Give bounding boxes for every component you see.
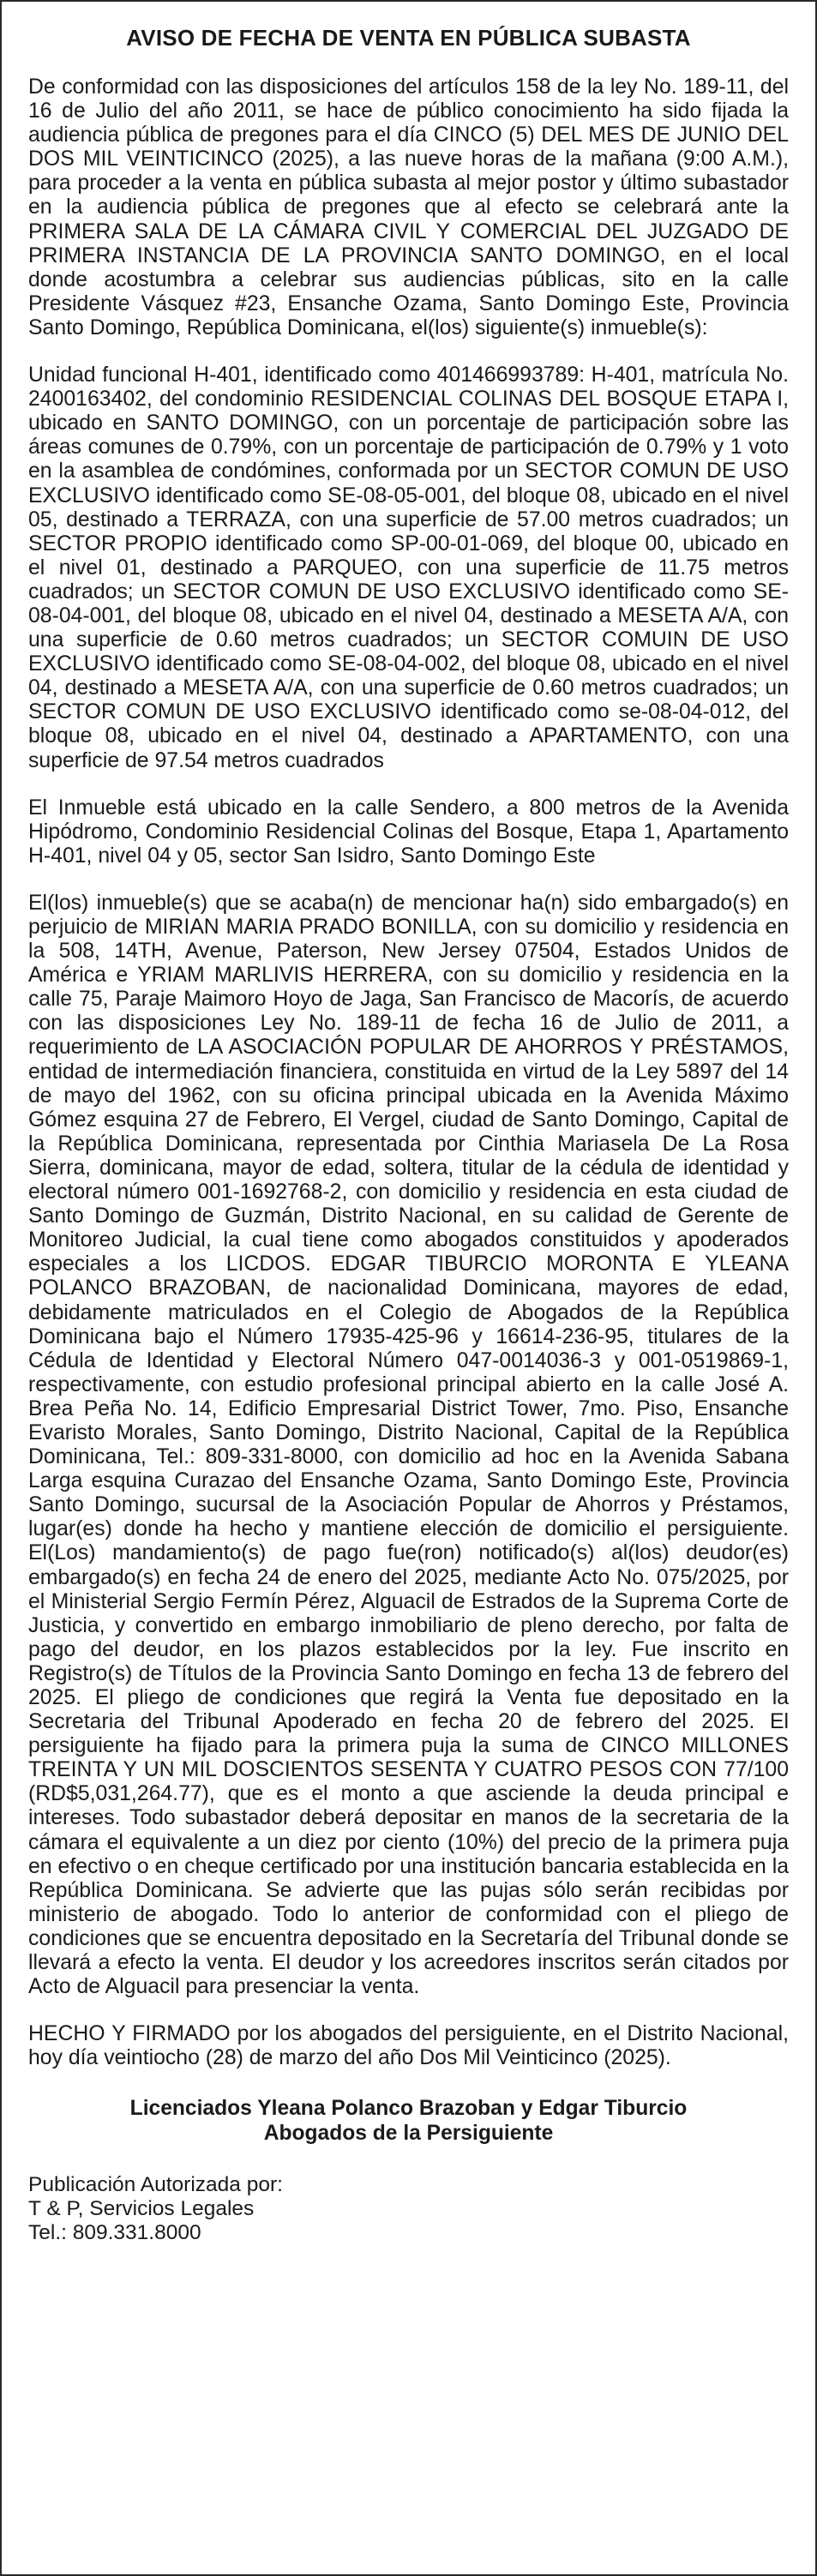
publisher-phone: Tel.: 809.331.8000 (28, 2221, 201, 2245)
notice-title: AVISO DE FECHA DE VENTA EN PÚBLICA SUBASTA (126, 25, 691, 51)
publisher-authorization: Publicación Autorizada por: (28, 2173, 283, 2197)
paragraph-property-location: El Inmueble está ubicado en la calle Sendero, a 800 metros de la Avenida Hipódromo, Condominio Residencial Colinas del Bosque, Etapa 1, Apartamento H-401, nivel 04 y 05, sector San Isidro, Santo Domingo Este (28, 796, 789, 868)
attorney-role: Abogados de la Persiguiente (263, 2122, 554, 2146)
attorney-names: Licenciados Yleana Polanco Brazoban y Edgar Tiburcio (129, 2097, 688, 2121)
paragraph-seizure-details: El(los) inmueble(s) que se acaba(n) de mencionar ha(n) sido embargado(s) en perjuicio de MIRIAN MARIA PRADO BONILLA, con su domicilio y residencia en la 508, 14TH, Avenue, Paterson, New Jersey 07504, Estados Unidos de América e YRIAM MARLIVIS HERRERA, con su domicilio y residencia en la calle 75, Paraje Maimoro Hoyo de Jaga, San Francisco de Macorís, de acuerdo con las disposiciones Ley No. 189-11 de fecha 16 de Julio de 2011, a requerimiento de LA ASOCIACIÓN POPULAR DE AHORROS Y PRÉSTAMOS, entidad de intermediación financiera, constituida en virtud de la Ley 5897 del 14 de mayo del 1962, con su oficina principal ubicada en la Avenida Máximo Gómez esquina 27 de Febrero, El Vergel, ciudad de Santo Domingo, Capital de la República Dominicana, representada por Cinthia Mariasela De La Rosa Sierra, dominicana, mayor de edad, soltera, titular de la cédula de identidad y electoral número 001-1692768-2, con domicilio y residencia en esta ciudad de Santo Domingo de Guzmán, Distrito Nacional, en su calidad de Gerente de Monitoreo Judicial, la cual tiene como abogados constituidos y apoderados especiales a los LICDOS. EDGAR TIBURCIO MORONTA E YLEANA POLANCO BRAZOBAN, de nacionalidad Dominicana, mayores de edad, debidamente matriculados en el Colegio de Abogados de la República Dominicana bajo el Número 17935-425-96 y 16614-236-95, titulares de la Cédula de Identidad y Electoral Número 047-0014036-3 y 001-0519869-1, respectivamente, con estudio profesional principal abierto en la calle José A. Brea Peña No. 14, Edificio Empresarial District Tower, 7mo. Piso, Ensanche Evaristo Morales, Santo Domingo, Distrito Nacional, Capital de la República Dominicana, Tel.: 809-331-8000, con domicilio ad hoc en la Avenida Sabana Larga esquina Curazao del Ensanche Ozama, Santo Domingo Este, Provincia Santo Domingo, sucursal de la Asociación Popular de Ahorros y Préstamos, lugar(es) donde ha hecho y mantiene elección de domicilio el persiguiente. El(Los) mandamiento(s) de pago fue(ron) notificado(s) al(los) deudor(es) embargado(s) en fecha 24 de enero del 2025, mediante Acto No. 075/2025, por el Ministerial Sergio Fermín Pérez, Alguacil de Estrados de la Suprema Corte de Justicia, y convertido en embargo inmobiliario de pleno derecho, por falta de pago del deudor, en los plazos establecidos por la ley. Fue inscrito en Registro(s) de Títulos de la Provincia Santo Domingo en fecha 13 de febrero del 2025. El pliego de condiciones que regirá la Venta fue depositado en la Secretaria del Tribunal Apoderado en fecha 20 de febrero del 2025. El persiguiente ha fijado para la primera puja la suma de CINCO MILLONES TREINTA Y UN MIL DOSCIENTOS SESENTA Y CUATRO PESOS CON 77/100 (RD$5,031,264.77), que es el monto a que asciende la deuda principal e intereses. Todo subastador deberá depositar en manos de la secretaria de la cámara el equivalente a un diez por ciento (10%) del precio de la primera puja en efectivo o en cheque certificado por una institución bancaria establecida en la República Dominicana. Se advierte que las pujas sólo serán recibidas por ministerio de abogado. Todo lo anterior de conformidad con el pliego de condiciones que se encuentra depositado en la Secretaría del Tribunal donde se llevará a efecto la venta. El deudor y los acreedores inscritos serán citados por Acto de Alguacil para presenciar la venta. (28, 891, 789, 1999)
attorney-signature-block (28, 2096, 789, 2146)
publisher-name: T & P, Servicios Legales (28, 2197, 255, 2221)
paragraph-auction-announcement: De conformidad con las disposiciones del artículos 158 de la ley No. 189-11, del 16 de Julio del año 2011, se hace de público conocimiento ha sido fijada la audiencia pública de pregones para el día CINCO (5) DEL MES DE JUNIO DEL DOS MIL VEINTICINCO (2025), a las nueve horas de la mañana (9:00 A.M.), para proceder a la venta en pública subasta al mejor postor y último subastador en la audiencia pública de pregones que al efecto se celebrará ante la PRIMERA SALA DE LA CÁMARA CIVIL Y COMERCIAL DEL JUZGADO DE PRIMERA INSTANCIA DE LA PROVINCIA SANTO DOMINGO, en el local donde acostumbra a celebrar sus audiencias públicas, sito en la calle Presidente Vásquez #23, Ensanche Ozama, Santo Domingo Este, Provincia Santo Domingo, República Dominicana, el(los) siguiente(s) inmueble(s): (28, 75, 789, 339)
publisher-block (28, 2173, 789, 2245)
paragraph-signing-statement: HECHO Y FIRMADO por los abogados del persiguiente, en el Distrito Nacional, hoy día veintiocho (28) de marzo del año Dos Mil Veinticinco (2025). (28, 2022, 789, 2070)
paragraph-property-description: Unidad funcional H-401, identificado como 401466993789: H-401, matrícula No. 2400163402, del condominio RESIDENCIAL COLINAS DEL BOSQUE ETAPA I, ubicado en SANTO DOMINGO, con un porcentaje de participación sobre las áreas comunes de 0.79%, con un porcentaje de participación de 0.79% y 1 voto en la asamblea de condómines, conformada por un SECTOR COMUN DE USO EXCLUSIVO identificado como SE-08-05-001, del bloque 08, ubicado en el nivel 05, destinado a TERRAZA, con una superficie de 57.00 metros cuadrados; un SECTOR PROPIO identificado como SP-00-01-069, del bloque 00, ubicado en el nivel 01, destinado a PARQUEO, con una superficie de 11.75 metros cuadrados; un SECTOR COMUN DE USO EXCLUSIVO identificado como SE-08-04-001, del bloque 08, ubicado en el nivel 04, destinado a MESETA A/A, con una superficie de 0.60 metros cuadrados; un SECTOR COMUIN DE USO EXCLUSIVO identificado como SE-08-04-002, del bloque 08, ubicado en el nivel 04, destinado a MESETA A/A, con una superficie de 0.60 metros cuadrados; un SECTOR COMUN DE USO EXCLUSIVO identificado como se-08-04-012, del bloque 08, ubicado en el nivel 04, destinado a APARTAMENTO, con una superficie de 97.54 metros cuadrados (28, 363, 789, 772)
